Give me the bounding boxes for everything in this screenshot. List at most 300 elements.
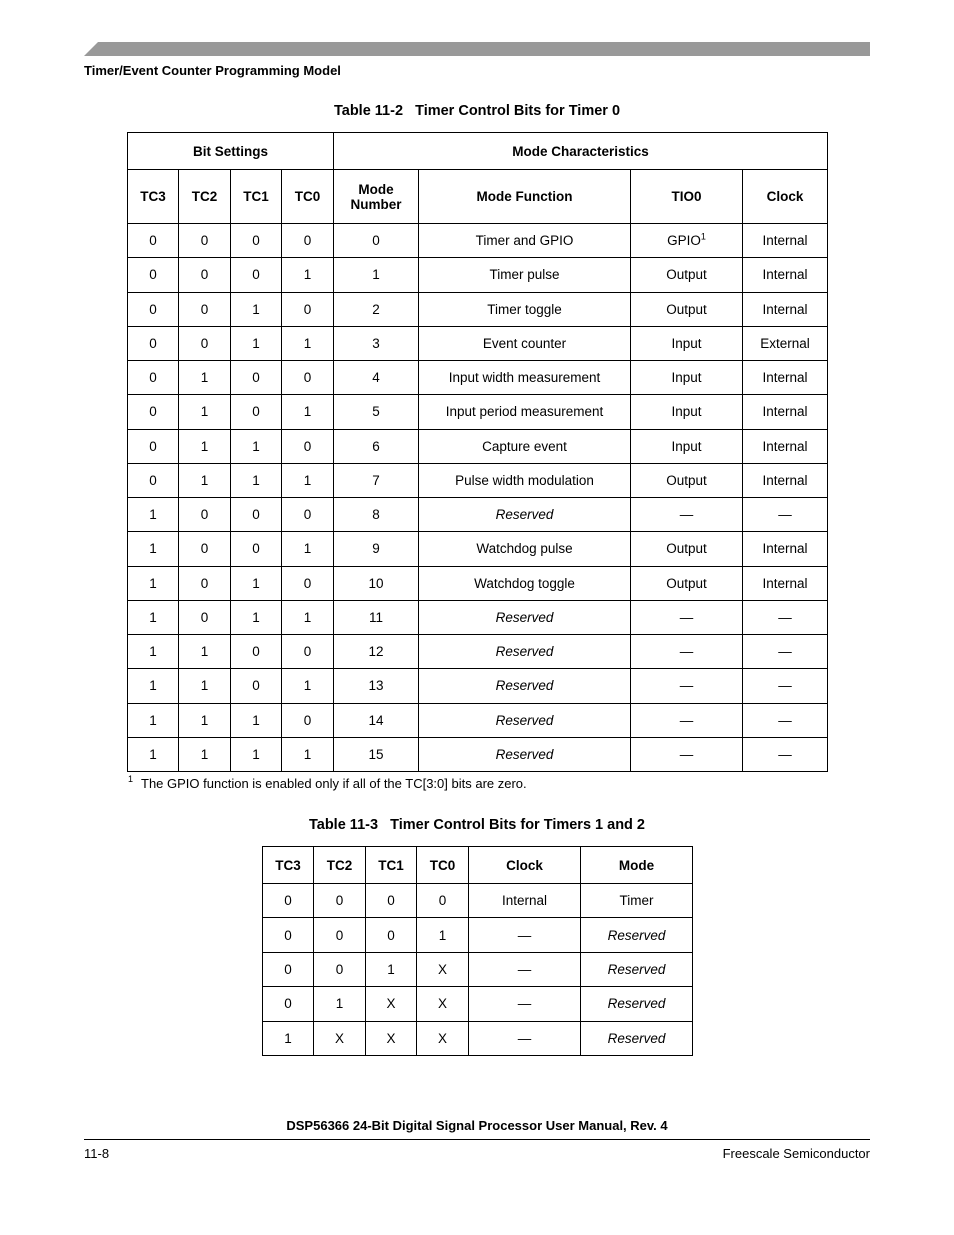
table-cell: [417, 884, 469, 918]
cell-text: Event counter: [482, 335, 567, 351]
section-title: Timer/Event Counter Programming Model: [84, 63, 341, 78]
cell-text: 4: [372, 370, 380, 386]
cell-text: —: [679, 609, 694, 625]
cell-text: —: [517, 927, 532, 943]
cell-text: Output: [666, 267, 707, 283]
table-cell: [417, 918, 469, 952]
cell-text: 1: [335, 996, 344, 1012]
table-cell: [469, 918, 581, 952]
table-row: [128, 703, 828, 737]
table-cell: [128, 395, 179, 429]
cell-text: 1: [252, 301, 260, 317]
table-cell: [334, 463, 419, 497]
cell-text: 12: [368, 644, 384, 660]
table-row: [128, 258, 828, 292]
column-header: Mode: [581, 847, 693, 884]
table-cell: [631, 224, 743, 258]
table-cell: [631, 600, 743, 634]
cell-text: —: [679, 507, 694, 523]
table-cell: [743, 566, 828, 600]
table-cell: [282, 498, 334, 532]
table-cell: [366, 987, 417, 1021]
table-cell: [417, 1021, 469, 1055]
table-cell: [631, 566, 743, 600]
table-cell: [231, 292, 282, 326]
cell-text: 1: [200, 438, 209, 454]
table-cell: [282, 703, 334, 737]
cell-text: 1: [387, 961, 395, 977]
table-cell: [469, 952, 581, 986]
cell-text: 0: [284, 893, 292, 909]
cell-text: Internal: [501, 893, 548, 909]
table-cell: [419, 703, 631, 737]
table-row: [128, 292, 828, 326]
table-cell: [179, 737, 231, 771]
cell-text: 0: [252, 541, 260, 557]
table-cell: [631, 703, 743, 737]
table-cell: [334, 326, 419, 360]
table-row: [128, 224, 828, 258]
table-cell: [282, 566, 334, 600]
table-cell: [314, 918, 366, 952]
table-cell: [179, 258, 231, 292]
cell-text: Input: [671, 404, 702, 420]
table2-caption: Table 11-3 Timer Control Bits for Timers 1 and 2: [308, 817, 645, 833]
cell-text: 0: [252, 233, 260, 249]
table-cell: [128, 532, 179, 566]
cell-text: 0: [387, 893, 395, 909]
cell-text: 11: [369, 609, 384, 625]
cell-text: 0: [252, 678, 260, 694]
cell-text: 2: [372, 301, 380, 317]
cell-text: 1: [303, 472, 312, 488]
cell-text: Reserved: [607, 927, 666, 943]
cell-text: —: [778, 507, 792, 523]
column-header: TC1: [231, 170, 282, 224]
table1: [127, 132, 828, 772]
cell-text: Internal: [762, 267, 808, 283]
cell-text: 0: [303, 644, 312, 660]
table-cell: [631, 498, 743, 532]
cell-text: 1: [200, 678, 209, 694]
table-cell: [419, 669, 631, 703]
table-cell: [179, 600, 231, 634]
table-cell: [128, 429, 179, 463]
table-row: [128, 361, 828, 395]
table-cell: [581, 952, 693, 986]
table-cell: [231, 361, 282, 395]
table-row: [263, 1021, 693, 1055]
table-cell: [314, 952, 366, 986]
cell-text: Input: [671, 438, 702, 454]
cell-text: —: [517, 996, 532, 1012]
cell-text: Capture event: [482, 438, 567, 454]
table-cell: [314, 884, 366, 918]
cell-text: 0: [252, 404, 260, 420]
table-cell: [179, 361, 231, 395]
column-header: [334, 170, 419, 224]
table-cell: [743, 429, 828, 463]
table-row: [128, 669, 828, 703]
table-cell: [128, 635, 179, 669]
table2: [262, 846, 693, 1056]
table-cell: [419, 737, 631, 771]
cell-text: 0: [303, 575, 312, 591]
cell-text: 10: [368, 575, 384, 591]
cell-text: Internal: [762, 541, 808, 557]
table-cell: [631, 737, 743, 771]
cell-text: 0: [252, 507, 260, 523]
cell-text: 0: [252, 370, 260, 386]
cell-text: Output: [666, 541, 707, 557]
table-cell: [419, 258, 631, 292]
table-cell: [334, 566, 419, 600]
table-row: [263, 918, 693, 952]
cell-text: 1: [303, 541, 312, 557]
cell-text: 13: [368, 678, 384, 694]
column-header: TC2: [179, 170, 231, 224]
cell-text: 0: [149, 438, 157, 454]
table-cell: [334, 395, 419, 429]
cell-text: —: [679, 712, 694, 728]
table-cell: [419, 361, 631, 395]
table-cell: [419, 600, 631, 634]
table-cell: [469, 1021, 581, 1055]
cell-text: 15: [368, 746, 384, 762]
table-cell: [743, 326, 828, 360]
table-cell: [282, 429, 334, 463]
cell-text: 0: [149, 472, 157, 488]
table-cell: [334, 429, 419, 463]
table-cell: [282, 224, 334, 258]
table-cell: [743, 224, 828, 258]
cell-text: Reserved: [607, 996, 666, 1012]
table-cell: [282, 292, 334, 326]
cell-text: 0: [438, 893, 447, 909]
table-cell: [282, 737, 334, 771]
page-number: 11-8: [84, 1146, 110, 1161]
table1-header-row: [128, 170, 828, 224]
column-header: TC2: [314, 847, 366, 884]
cell-text: 1: [200, 644, 209, 660]
table-cell: [581, 987, 693, 1021]
column-header: Clock: [743, 170, 828, 224]
cell-text: 0: [149, 233, 157, 249]
table-cell: [743, 258, 828, 292]
group-header-bit-settings: Bit Settings: [128, 133, 334, 170]
table-cell: [581, 1021, 693, 1055]
table-cell: [743, 600, 828, 634]
cell-text: 1: [149, 575, 157, 591]
table-row: [128, 737, 828, 771]
table-cell: [366, 1021, 417, 1055]
table-cell: [334, 361, 419, 395]
table-row: [128, 395, 828, 429]
table-cell: [743, 292, 828, 326]
cell-text: 0: [284, 927, 292, 943]
table-cell: [419, 224, 631, 258]
cell-text: Output: [666, 301, 707, 317]
cell-text: Internal: [762, 472, 808, 488]
table-cell: [179, 532, 231, 566]
table-row: [128, 429, 828, 463]
cell-text: Reserved: [495, 678, 554, 694]
table-cell: [419, 498, 631, 532]
cell-text: Timer: [619, 893, 654, 909]
cell-text: —: [778, 712, 792, 728]
cell-text: X: [437, 1030, 447, 1046]
column-header-text: Mode Number: [350, 181, 402, 212]
cell-text: 1: [252, 575, 260, 591]
cell-text: Timer and GPIO: [475, 233, 574, 249]
table-cell: [231, 737, 282, 771]
table-cell: [314, 1021, 366, 1055]
table-cell: [179, 635, 231, 669]
cell-text: 1: [303, 678, 312, 694]
cell-text: 1: [200, 404, 209, 420]
table-cell: [128, 566, 179, 600]
table-cell: [128, 326, 179, 360]
cell-text: 0: [252, 644, 260, 660]
cell-text: Reserved: [607, 1030, 666, 1046]
table-row: [128, 463, 828, 497]
table-cell: [282, 258, 334, 292]
cell-text: —: [679, 678, 694, 694]
table-cell: [179, 498, 231, 532]
cell-text: —: [517, 1030, 532, 1046]
cell-text: 0: [252, 267, 260, 283]
table-cell: [179, 566, 231, 600]
table-cell: [631, 258, 743, 292]
footer-title: DSP56366 24-Bit Digital Signal Processor User Manual, Rev. 4: [286, 1118, 668, 1133]
cell-text: 0: [200, 507, 209, 523]
cell-text: Reserved: [607, 961, 666, 977]
table-cell: [334, 224, 419, 258]
table-cell: [743, 532, 828, 566]
table-row: [128, 498, 828, 532]
table-cell: [128, 463, 179, 497]
cell-text: Reserved: [495, 712, 554, 728]
table-cell: [231, 635, 282, 669]
table-cell: [231, 532, 282, 566]
cell-text: 1: [200, 472, 209, 488]
column-header: TC1: [366, 847, 417, 884]
cell-text: 0: [200, 575, 209, 591]
cell-text: Input period measurement: [445, 404, 604, 420]
cell-text: Input width measurement: [448, 370, 601, 386]
table-cell: [263, 918, 314, 952]
cell-text: 1: [200, 746, 209, 762]
cell-text: X: [386, 996, 396, 1012]
cell-text: Internal: [762, 370, 808, 386]
cell-text: X: [437, 996, 447, 1012]
cell-text: 5: [372, 404, 380, 420]
cell-text: —: [778, 609, 792, 625]
table-cell: [469, 884, 581, 918]
cell-text: Pulse width modulation: [455, 472, 594, 488]
cell-text: Reserved: [495, 609, 554, 625]
table-row: [128, 635, 828, 669]
table-cell: [179, 463, 231, 497]
table-cell: [128, 258, 179, 292]
table-cell: [334, 258, 419, 292]
table-row: [263, 952, 693, 986]
table-cell: [334, 292, 419, 326]
table-cell: [743, 361, 828, 395]
table2-header-row: [263, 847, 693, 884]
column-header: TC0: [417, 847, 469, 884]
footnote-marker: 1: [128, 774, 134, 784]
table-cell: [128, 737, 179, 771]
cell-text: 0: [200, 301, 209, 317]
table-cell: [581, 918, 693, 952]
table1-caption: Table 11-2 Timer Control Bits for Timer 0: [333, 103, 621, 119]
footer-divider: [84, 1139, 870, 1140]
cell-text: 1: [252, 438, 260, 454]
table-cell: [128, 224, 179, 258]
table-row: [128, 566, 828, 600]
cell-text: Output: [666, 575, 707, 591]
cell-text: 1: [252, 712, 260, 728]
table-cell: [231, 669, 282, 703]
cell-text: —: [679, 644, 694, 660]
table-cell: [743, 395, 828, 429]
table-cell: [631, 361, 743, 395]
cell-text: 0: [303, 438, 312, 454]
cell-text: 0: [200, 233, 209, 249]
cell-text: 0: [200, 267, 209, 283]
table-cell: [231, 600, 282, 634]
table-cell: [334, 737, 419, 771]
table-cell: [263, 1021, 314, 1055]
cell-text: 0: [149, 335, 157, 351]
cell-text: 0: [284, 996, 292, 1012]
table-cell: [419, 326, 631, 360]
cell-text: 1: [149, 507, 157, 523]
cell-text: 0: [303, 507, 312, 523]
table-cell: [128, 600, 179, 634]
table-cell: [419, 635, 631, 669]
company-name: Freescale Semiconductor: [722, 1146, 870, 1161]
table-cell: [631, 532, 743, 566]
table-cell: [743, 737, 828, 771]
table-cell: [231, 463, 282, 497]
cell-text: 0: [303, 301, 312, 317]
cell-text: 0: [149, 267, 157, 283]
cell-text: 1: [200, 712, 209, 728]
header-bar: [84, 42, 870, 56]
cell-text: Reserved: [495, 507, 554, 523]
table-cell: [179, 292, 231, 326]
table-row: [128, 532, 828, 566]
column-header: TIO0: [631, 170, 743, 224]
cell-text: GPIO: [667, 233, 701, 249]
column-header: Clock: [469, 847, 581, 884]
table-cell: [743, 669, 828, 703]
table-row: [263, 884, 693, 918]
table-cell: [231, 498, 282, 532]
table-cell: [128, 669, 179, 703]
cell-text: 1: [200, 370, 209, 386]
cell-text: —: [679, 746, 694, 762]
table-cell: [419, 395, 631, 429]
footnote-reference: 1: [700, 231, 706, 242]
table-cell: [419, 429, 631, 463]
column-header: Mode Function: [419, 170, 631, 224]
table-cell: [581, 884, 693, 918]
cell-text: 1: [252, 335, 260, 351]
table-cell: [631, 635, 743, 669]
cell-text: 0: [200, 335, 209, 351]
cell-text: 1: [252, 472, 260, 488]
cell-text: Watchdog toggle: [474, 575, 575, 591]
table-row: [263, 987, 693, 1021]
cell-text: 3: [372, 335, 380, 351]
table-cell: [743, 703, 828, 737]
cell-text: 1: [149, 712, 157, 728]
table-cell: [128, 498, 179, 532]
table-cell: [179, 703, 231, 737]
group-header-mode-characteristics: Mode Characteristics: [334, 133, 828, 170]
cell-text: 1: [252, 609, 260, 625]
table-cell: [631, 669, 743, 703]
cell-text: Internal: [762, 301, 808, 317]
cell-text: X: [386, 1030, 396, 1046]
cell-text: Watchdog pulse: [476, 541, 573, 557]
table-cell: [419, 532, 631, 566]
table-cell: [334, 600, 419, 634]
table-cell: [282, 635, 334, 669]
cell-text: 0: [335, 961, 344, 977]
cell-text: 0: [303, 712, 312, 728]
cell-text: 1: [149, 609, 157, 625]
table-cell: [631, 326, 743, 360]
cell-text: 1: [252, 746, 260, 762]
table-cell: [366, 952, 417, 986]
cell-text: Internal: [762, 404, 808, 420]
table-cell: [334, 498, 419, 532]
cell-text: 0: [149, 370, 157, 386]
cell-text: 7: [372, 472, 380, 488]
table-cell: [282, 600, 334, 634]
column-header: TC3: [263, 847, 314, 884]
table-cell: [282, 326, 334, 360]
table-cell: [334, 635, 419, 669]
cell-text: —: [778, 644, 792, 660]
cell-text: 1: [284, 1030, 292, 1046]
cell-text: 1: [303, 609, 312, 625]
cell-text: Internal: [762, 575, 808, 591]
column-header: TC0: [282, 170, 334, 224]
cell-text: 1: [438, 927, 447, 943]
table-row: [128, 326, 828, 360]
cell-text: 1: [149, 644, 157, 660]
cell-text: 6: [372, 438, 380, 454]
cell-text: Internal: [762, 438, 808, 454]
table-cell: [417, 952, 469, 986]
table-row: [128, 600, 828, 634]
cell-text: 1: [372, 267, 380, 283]
table-cell: [128, 703, 179, 737]
cell-text: Timer toggle: [487, 301, 562, 317]
table-cell: [334, 532, 419, 566]
table-cell: [231, 258, 282, 292]
cell-text: 0: [387, 927, 395, 943]
cell-text: 1: [149, 746, 157, 762]
cell-text: 0: [335, 927, 344, 943]
table-cell: [231, 395, 282, 429]
table-cell: [366, 918, 417, 952]
